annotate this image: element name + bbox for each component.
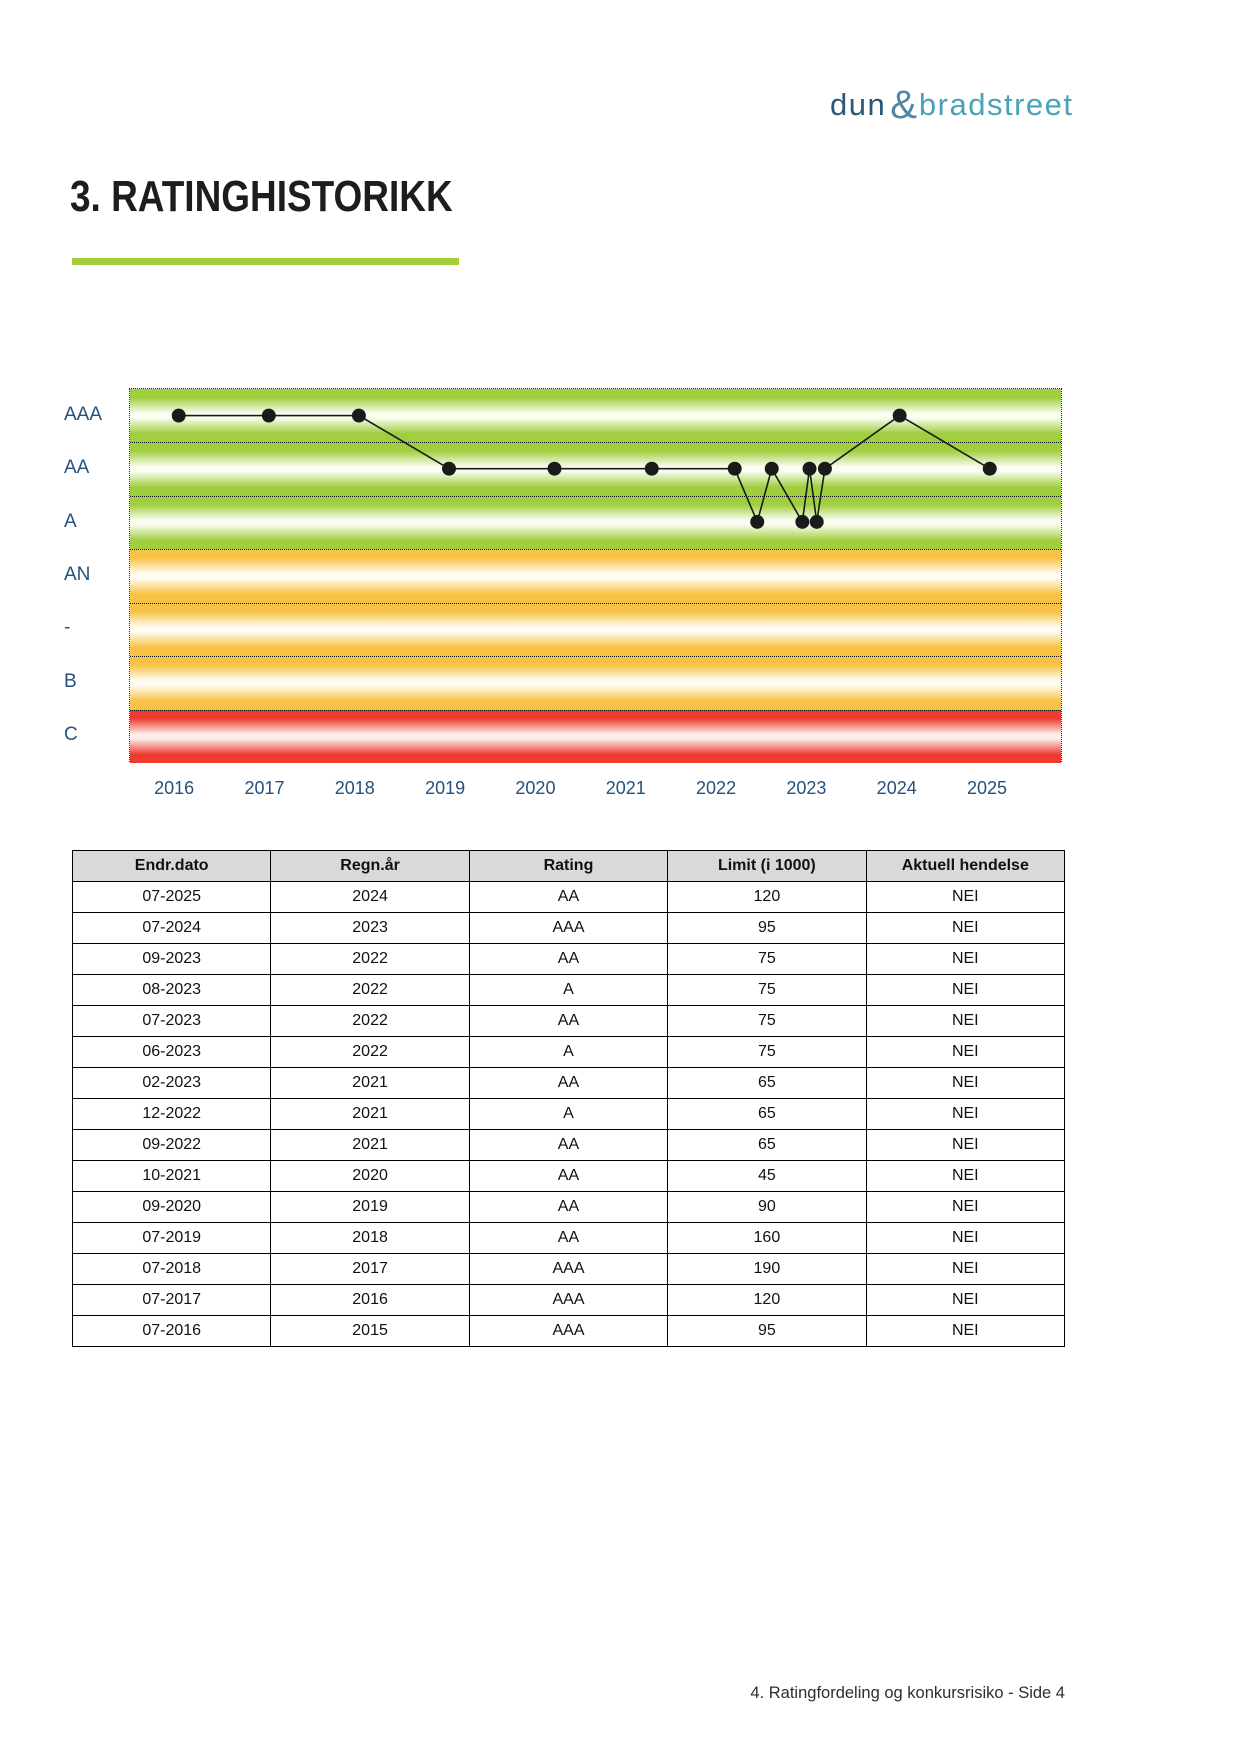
table-cell: 75 [668, 975, 866, 1006]
table-cell: A [469, 1037, 667, 1068]
table-cell: NEI [866, 1099, 1064, 1130]
table-cell: AAA [469, 1316, 667, 1347]
table-header-cell: Endr.dato [73, 851, 271, 882]
logo-word-dun: dun [830, 87, 887, 122]
table-header-cell: Regn.år [271, 851, 469, 882]
table-cell: 75 [668, 944, 866, 975]
table-cell: AA [469, 1161, 667, 1192]
table-cell: 2021 [271, 1099, 469, 1130]
rating-point-12-2022 [750, 515, 764, 529]
table-row [73, 1130, 1065, 1161]
table-cell: 2016 [271, 1285, 469, 1316]
y-axis-label--: - [64, 617, 71, 639]
y-axis-label-aaa: AAA [64, 403, 103, 425]
band-separator-line [130, 710, 1061, 711]
table-cell: 07-2016 [73, 1316, 271, 1347]
table-cell: 2020 [271, 1161, 469, 1192]
table-cell: 08-2023 [73, 975, 271, 1006]
table-row [73, 913, 1065, 944]
y-axis-label-b: B [64, 670, 77, 692]
band-separator-line [130, 442, 1061, 443]
table-cell: NEI [866, 1006, 1064, 1037]
x-axis-label-2023: 2023 [786, 778, 827, 798]
table-row [73, 1285, 1065, 1316]
table-cell: NEI [866, 1316, 1064, 1347]
rating-point-09-2023 [818, 462, 832, 476]
page-footer: 4. Ratingfordeling og konkursrisiko - Side 4 [750, 1684, 1065, 1702]
rating-point-09-2020 [548, 462, 562, 476]
table-cell: NEI [866, 944, 1064, 975]
table-cell: 2021 [271, 1068, 469, 1099]
table-cell: 07-2019 [73, 1223, 271, 1254]
table-header-cell: Limit (i 1000) [668, 851, 866, 882]
rating-point-09-2022 [728, 462, 742, 476]
table-cell: 2024 [271, 882, 469, 913]
table-cell: AA [469, 944, 667, 975]
table-cell: 95 [668, 913, 866, 944]
table-cell: NEI [866, 1285, 1064, 1316]
table-cell: NEI [866, 1254, 1064, 1285]
table-cell: NEI [866, 1068, 1064, 1099]
rating-point-10-2021 [645, 462, 659, 476]
table-row [73, 882, 1065, 913]
table-cell: 2022 [271, 975, 469, 1006]
table-row [73, 1254, 1065, 1285]
rating-point-07-2024 [893, 409, 907, 423]
table-cell: 10-2021 [73, 1161, 271, 1192]
logo-word-bradstreet: bradstreet [918, 87, 1074, 122]
table-cell: NEI [866, 1223, 1064, 1254]
section-title: 3. RATINGHISTORIKK [70, 172, 453, 221]
band-separator-line [130, 603, 1061, 604]
table-row [73, 1223, 1065, 1254]
title-underline-accent [72, 258, 459, 265]
x-axis-label-2022: 2022 [696, 778, 737, 798]
table-cell: NEI [866, 1037, 1064, 1068]
table-cell: NEI [866, 913, 1064, 944]
table-cell: 90 [668, 1192, 866, 1223]
table-cell: 2018 [271, 1223, 469, 1254]
rating-point-07-2016 [172, 409, 186, 423]
table-cell: 07-2023 [73, 1006, 271, 1037]
table-cell: A [469, 975, 667, 1006]
table-cell: NEI [866, 975, 1064, 1006]
table-cell: 2022 [271, 944, 469, 975]
table-cell: 120 [668, 882, 866, 913]
rating-point-07-2017 [262, 409, 276, 423]
table-cell: 45 [668, 1161, 866, 1192]
table-header-cell: Rating [469, 851, 667, 882]
table-cell: 2019 [271, 1192, 469, 1223]
table-cell: 09-2020 [73, 1192, 271, 1223]
x-axis-label-2024: 2024 [876, 778, 917, 798]
table-row [73, 1161, 1065, 1192]
x-axis-label-2025: 2025 [967, 778, 1008, 798]
table-cell: AA [469, 1223, 667, 1254]
table-row [73, 1099, 1065, 1130]
y-axis-label-c: C [64, 724, 78, 746]
rating-point-07-2023 [803, 462, 817, 476]
table-cell: 2022 [271, 1037, 469, 1068]
table-cell: AA [469, 1006, 667, 1037]
table-cell: 2022 [271, 1006, 469, 1037]
table-cell: 09-2022 [73, 1130, 271, 1161]
table-cell: 65 [668, 1099, 866, 1130]
table-cell: 2017 [271, 1254, 469, 1285]
table-cell: AA [469, 1130, 667, 1161]
x-axis-label-2020: 2020 [515, 778, 556, 798]
rating-point-07-2018 [352, 409, 366, 423]
y-axis-label-an: AN [64, 564, 91, 585]
table-cell: NEI [866, 882, 1064, 913]
table-cell: 75 [668, 1037, 866, 1068]
table-cell: 2015 [271, 1316, 469, 1347]
table-cell: AA [469, 1068, 667, 1099]
table-row [73, 975, 1065, 1006]
x-axis-label-2019: 2019 [425, 778, 466, 798]
rating-trend-line [179, 416, 990, 522]
table-cell: 07-2025 [73, 882, 271, 913]
table-cell: NEI [866, 1192, 1064, 1223]
y-axis-label-a: A [64, 510, 77, 532]
table-cell: 2023 [271, 913, 469, 944]
rating-point-07-2025 [983, 462, 997, 476]
table-cell: 09-2023 [73, 944, 271, 975]
table-cell: 75 [668, 1006, 866, 1037]
table-header-cell: Aktuell hendelse [866, 851, 1064, 882]
table-cell: A [469, 1099, 667, 1130]
table-header-row [73, 851, 1065, 882]
x-axis-label-2017: 2017 [244, 778, 285, 798]
table-cell: 160 [668, 1223, 866, 1254]
table-cell: AAA [469, 913, 667, 944]
rating-point-07-2019 [442, 462, 456, 476]
table-cell: AA [469, 1192, 667, 1223]
rating-point-08-2023 [810, 515, 824, 529]
table-row [73, 1037, 1065, 1068]
table-row [73, 1006, 1065, 1037]
table-cell: 07-2017 [73, 1285, 271, 1316]
rating-history-table [72, 850, 1065, 1347]
table-cell: AAA [469, 1285, 667, 1316]
x-axis-label-2018: 2018 [334, 778, 375, 798]
table-cell: NEI [866, 1130, 1064, 1161]
dun-bradstreet-logo [830, 80, 1074, 125]
band-separator-line [130, 656, 1061, 657]
table-row [73, 1316, 1065, 1347]
table-cell: 2021 [271, 1130, 469, 1161]
band-separator-line [130, 549, 1061, 550]
table-row [73, 1068, 1065, 1099]
table-cell: 65 [668, 1068, 866, 1099]
table-cell: NEI [866, 1161, 1064, 1192]
table-row [73, 944, 1065, 975]
table-row [73, 1192, 1065, 1223]
rating-point-02-2023 [765, 462, 779, 476]
table-cell: AA [469, 882, 667, 913]
table-cell: 95 [668, 1316, 866, 1347]
table-cell: 120 [668, 1285, 866, 1316]
logo-ampersand-icon: & [890, 83, 917, 127]
table-cell: 07-2024 [73, 913, 271, 944]
x-axis-label-2021: 2021 [605, 778, 646, 798]
x-axis-label-2016: 2016 [154, 778, 195, 798]
table-cell: 65 [668, 1130, 866, 1161]
table-cell: 190 [668, 1254, 866, 1285]
table-cell: 07-2018 [73, 1254, 271, 1285]
band-separator-line [130, 496, 1061, 497]
table-cell: 02-2023 [73, 1068, 271, 1099]
y-axis-label-aa: AA [64, 457, 90, 479]
table-cell: 06-2023 [73, 1037, 271, 1068]
table-cell: 12-2022 [73, 1099, 271, 1130]
rating-point-06-2023 [795, 515, 809, 529]
table-cell: AAA [469, 1254, 667, 1285]
rating-history-chart [129, 388, 1062, 762]
rating-history-series [130, 389, 1061, 761]
